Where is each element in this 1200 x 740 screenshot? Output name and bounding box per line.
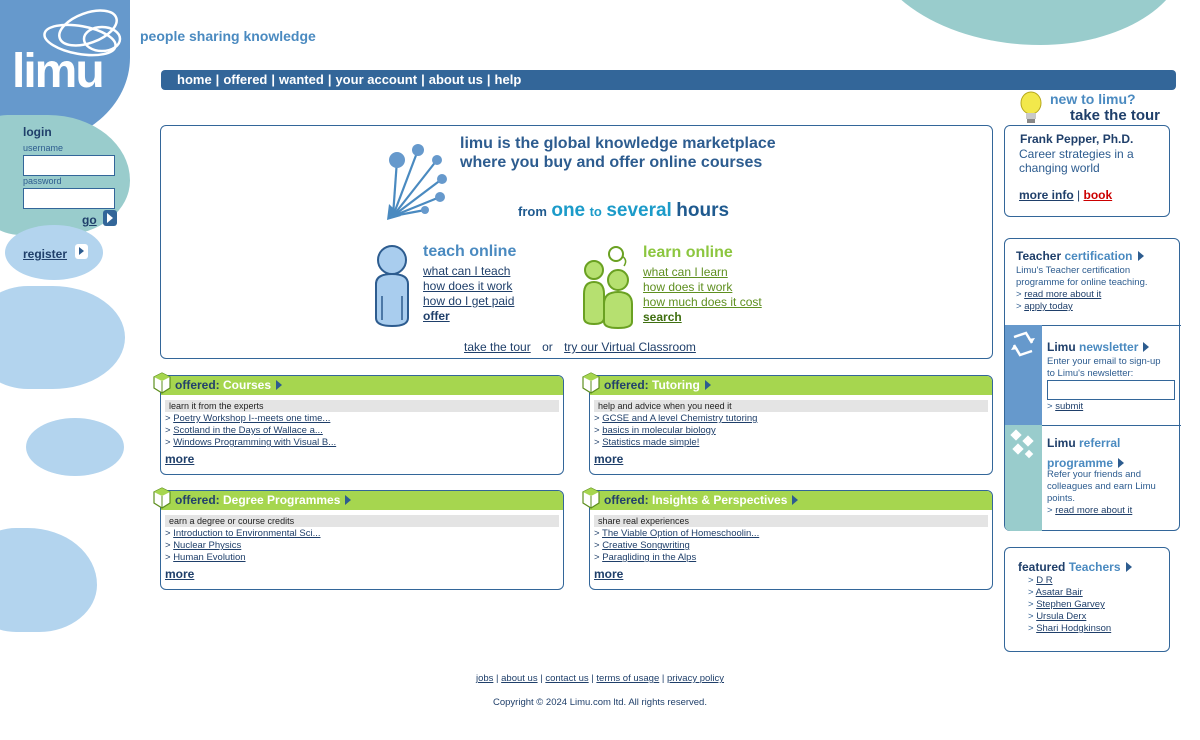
tagline: people sharing knowledge xyxy=(140,28,316,44)
certification-text-line2: programme for online teaching. xyxy=(1016,277,1148,288)
list-item: > basics in molecular biology xyxy=(594,425,716,436)
learn-title: learn online xyxy=(643,244,733,261)
list-item: > read more about it xyxy=(1047,505,1133,516)
duration-one: one xyxy=(551,200,586,221)
featured-person-desc-line2: changing world xyxy=(1019,161,1100,175)
learn-link-what[interactable]: what can I learn xyxy=(643,265,728,279)
learn-section xyxy=(643,244,762,325)
nav-home[interactable]: home xyxy=(177,72,212,87)
insights-list xyxy=(594,528,759,564)
nav-offered[interactable]: offered xyxy=(223,72,268,87)
footer-terms-link[interactable]: terms of usage xyxy=(596,673,660,684)
newsletter-title[interactable] xyxy=(1047,340,1149,354)
duration-hours: hours xyxy=(676,200,730,221)
newsletter-text-line2: to Limu's newsletter: xyxy=(1047,368,1134,379)
offer-link[interactable]: offer xyxy=(423,309,450,323)
duration-several: several xyxy=(606,200,672,221)
insights-subtitle: share real experiences xyxy=(594,515,988,527)
featured-teachers-card xyxy=(1004,547,1170,652)
register-link[interactable] xyxy=(23,244,88,263)
list-item: > read more about it xyxy=(1016,289,1102,300)
chevron-right-icon xyxy=(705,380,711,390)
referral-title-k: Limu xyxy=(1047,436,1076,450)
teach-title: teach online xyxy=(423,243,517,260)
chevron-right-icon xyxy=(1118,458,1124,468)
chevron-right-icon xyxy=(276,380,282,390)
password-input[interactable] xyxy=(23,188,115,209)
take-tour-link[interactable]: take the tour xyxy=(464,340,531,354)
insights-box xyxy=(589,490,993,590)
footer-privacy-link[interactable]: privacy policy xyxy=(667,673,725,684)
certification-text xyxy=(1016,265,1176,313)
featured-person-desc-line1: Career strategies in a xyxy=(1019,147,1134,161)
submit-link[interactable]: submit xyxy=(1055,401,1084,412)
featured-person-card xyxy=(1004,125,1170,217)
degree-header[interactable] xyxy=(161,491,563,510)
newsletter-submit: > submit xyxy=(1047,401,1084,412)
featured-person-actions xyxy=(1019,188,1112,202)
newsletter-text xyxy=(1047,356,1177,380)
chevron-right-icon xyxy=(792,495,798,505)
list-item: > Ursula Derx xyxy=(1028,611,1087,622)
courses-prefix: offered: xyxy=(175,378,220,392)
or-text: or xyxy=(542,340,553,354)
degree-list xyxy=(165,528,321,564)
featured-teachers-title-k: featured xyxy=(1018,560,1066,574)
teach-link-how[interactable]: how does it work xyxy=(423,279,513,293)
footer-about-link[interactable]: about us xyxy=(501,673,538,684)
learn-link-how[interactable]: how does it work xyxy=(643,280,733,294)
newsletter-divider xyxy=(1042,325,1181,326)
tour-promo[interactable] xyxy=(1018,91,1168,125)
nav-your-account[interactable]: your account xyxy=(335,72,418,87)
insights-header[interactable] xyxy=(590,491,992,510)
list-item: > Introduction to Environmental Sci... xyxy=(165,528,321,539)
courses-box xyxy=(160,375,564,475)
register-label: register xyxy=(23,247,68,261)
register-arrow-icon xyxy=(75,244,88,259)
go-label: go xyxy=(82,213,97,227)
featured-teachers-title[interactable] xyxy=(1018,560,1132,574)
footer-links: jobs | about us | contact us | terms of usage | privacy policy xyxy=(475,673,725,684)
referral-title[interactable] xyxy=(1047,433,1124,473)
list-item: > GCSE and A level Chemistry tutoring xyxy=(594,413,758,424)
virtual-classroom-link[interactable]: try our Virtual Classroom xyxy=(564,340,696,354)
chevron-right-icon xyxy=(345,495,351,505)
tutoring-name: Tutoring xyxy=(652,378,700,392)
teacher-link[interactable]: Ursula Derx xyxy=(1036,611,1087,622)
referral-read-more-link[interactable]: read more about it xyxy=(1055,505,1133,516)
cube-icon xyxy=(153,487,171,509)
list-item: > Windows Programming with Visual B... xyxy=(165,437,337,448)
logo[interactable] xyxy=(10,6,125,101)
teacher-figure-icon xyxy=(370,244,414,330)
duration-to: to xyxy=(589,204,602,219)
duration-text xyxy=(518,200,729,222)
copyright: Copyright © 2024 Limu.com ltd. All rights reserved. xyxy=(493,697,707,708)
teacher-link[interactable]: D R xyxy=(1036,575,1053,586)
insights-prefix: offered: xyxy=(604,493,649,507)
tutoring-prefix: offered: xyxy=(604,378,649,392)
referral-title-v: referral xyxy=(1079,436,1121,450)
referral-divider xyxy=(1042,425,1181,426)
list-item: > D R xyxy=(1028,575,1053,586)
insight-link[interactable]: Paragliding in the Alps xyxy=(602,552,697,563)
list-item: > The Viable Option of Homeschoolin... xyxy=(594,528,760,539)
referral-text-line2: colleagues and earn Limu xyxy=(1047,481,1156,492)
promo-stack xyxy=(1004,238,1180,531)
degree-prefix: offered: xyxy=(175,493,220,507)
teach-section xyxy=(423,243,516,324)
chevron-right-icon xyxy=(1126,562,1132,572)
newsletter-title-k: Limu xyxy=(1047,340,1076,354)
referral-text xyxy=(1047,469,1177,517)
insights-more-link[interactable]: more xyxy=(594,567,624,581)
referral-icon-strip xyxy=(1005,425,1042,531)
password-label: password xyxy=(23,176,62,186)
courses-header[interactable] xyxy=(161,376,563,395)
newsletter-text-line1: Enter your email to sign-up xyxy=(1047,356,1161,367)
certification-title[interactable] xyxy=(1016,249,1144,263)
footer-contact-link[interactable]: contact us xyxy=(545,673,589,684)
course-link[interactable]: Windows Programming with Visual B... xyxy=(173,437,337,448)
certification-text-line1: Limu's Teacher certification xyxy=(1016,265,1131,276)
featured-person-desc xyxy=(1019,147,1134,175)
degree-link[interactable]: Human Evolution xyxy=(173,552,246,563)
network-icon xyxy=(385,142,455,222)
insights-name: Insights & Perspectives xyxy=(652,493,788,507)
insight-link[interactable]: Creative Songwriting xyxy=(602,540,690,551)
decor-blob-lower xyxy=(26,418,124,476)
main-nav: home | offered | wanted | your account | about us | help xyxy=(161,70,1176,90)
featured-person-separator: | xyxy=(1077,188,1081,202)
degree-box xyxy=(160,490,564,590)
chevron-right-icon xyxy=(1138,251,1144,261)
go-button[interactable] xyxy=(82,210,117,229)
decor-blob-top-right xyxy=(866,0,1186,45)
username-label: username xyxy=(23,143,64,153)
featured-person-name: Frank Pepper, Ph.D. xyxy=(1020,132,1134,146)
referral-title-v2: programme xyxy=(1047,456,1114,470)
hero-title-line2: where you buy and offer online courses xyxy=(460,154,763,171)
list-item: > Paragliding in the Alps xyxy=(594,552,697,563)
teach-link-what[interactable]: what can I teach xyxy=(423,264,511,278)
referral-text-line1: Refer your friends and xyxy=(1047,469,1141,480)
list-item: > apply today xyxy=(1016,301,1073,312)
cube-icon xyxy=(153,372,171,394)
course-link[interactable]: Scotland in the Days of Wallace a... xyxy=(173,425,323,436)
degree-link[interactable]: Nuclear Physics xyxy=(173,540,242,551)
tutoring-box xyxy=(589,375,993,475)
degree-more-link[interactable]: more xyxy=(165,567,195,581)
nav-wanted[interactable]: wanted xyxy=(279,72,324,87)
referral-text-line3: points. xyxy=(1047,493,1075,504)
book-link[interactable]: book xyxy=(1083,188,1113,202)
search-link[interactable]: search xyxy=(643,310,682,324)
tutoring-link[interactable]: basics in molecular biology xyxy=(602,425,716,436)
list-item: > Asatar Bair xyxy=(1028,587,1083,598)
nav-about-us[interactable]: about us xyxy=(428,72,483,87)
decor-blob-bottom xyxy=(0,528,97,632)
footer-jobs-link[interactable]: jobs xyxy=(475,673,494,684)
course-link[interactable]: Poetry Workshop I--meets one time... xyxy=(173,413,331,424)
cube-icon xyxy=(582,487,600,509)
puzzle-icon xyxy=(1006,427,1040,461)
insight-link[interactable]: The Viable Option of Homeschoolin... xyxy=(602,528,760,539)
nav-help[interactable]: help xyxy=(494,72,522,87)
featured-teachers-list xyxy=(1028,575,1111,635)
certification-title-v: certification xyxy=(1064,249,1133,263)
list-item: > Stephen Garvey xyxy=(1028,599,1105,610)
list-item: > Human Evolution xyxy=(165,552,246,563)
list-item: > Shari Hodgkinson xyxy=(1028,623,1112,634)
logo-text: limu xyxy=(12,45,103,98)
courses-list xyxy=(165,413,336,449)
teacher-link[interactable]: Asatar Bair xyxy=(1035,587,1083,598)
tutoring-link[interactable]: GCSE and A level Chemistry tutoring xyxy=(602,413,758,424)
tutoring-subtitle: help and advice when you need it xyxy=(594,400,988,412)
learn-link-cost[interactable]: how much does it cost xyxy=(643,295,762,309)
lightbulb-icon xyxy=(1018,91,1044,125)
list-item: > Statistics made simple! xyxy=(594,437,700,448)
learners-figure-icon xyxy=(582,244,634,330)
degree-name: Degree Programmes xyxy=(223,493,341,507)
teacher-link[interactable]: Stephen Garvey xyxy=(1036,599,1105,610)
teach-link-paid[interactable]: how do I get paid xyxy=(423,294,515,308)
list-item: > Poetry Workshop I--meets one time... xyxy=(165,413,331,424)
hero-title xyxy=(460,134,776,172)
tour-promo-line2: take the tour xyxy=(1070,107,1161,124)
tour-line xyxy=(464,340,696,354)
featured-teachers-title-v: Teachers xyxy=(1068,560,1121,574)
tour-promo-line1: new to limu? xyxy=(1050,91,1136,107)
username-input[interactable] xyxy=(23,155,115,176)
cube-icon xyxy=(582,372,600,394)
certification-read-more-link[interactable]: read more about it xyxy=(1024,289,1102,300)
degree-subtitle: earn a degree or course credits xyxy=(165,515,559,527)
chevron-right-icon xyxy=(1143,342,1149,352)
recycle-icon xyxy=(1008,329,1038,359)
decor-blob-mid xyxy=(0,286,125,389)
hero-title-line1: limu is the global knowledge marketplace xyxy=(460,135,776,152)
newsletter-icon-strip xyxy=(1005,325,1042,425)
list-item: > Scotland in the Days of Wallace a... xyxy=(165,425,323,436)
duration-from: from xyxy=(518,204,547,219)
tutoring-link[interactable]: Statistics made simple! xyxy=(602,437,700,448)
go-arrow-icon xyxy=(103,210,117,226)
degree-link[interactable]: Introduction to Environmental Sci... xyxy=(173,528,321,539)
login-title: login xyxy=(23,125,52,139)
teacher-link[interactable]: Shari Hodgkinson xyxy=(1036,623,1112,634)
courses-more-link[interactable]: more xyxy=(165,452,195,466)
apply-today-link[interactable]: apply today xyxy=(1024,301,1073,312)
certification-title-k: Teacher xyxy=(1016,249,1062,263)
tutoring-list xyxy=(594,413,757,449)
newsletter-title-v: newsletter xyxy=(1079,340,1139,354)
hero-panel xyxy=(160,125,993,359)
courses-subtitle: learn it from the experts xyxy=(165,400,559,412)
list-item: > Nuclear Physics xyxy=(165,540,242,551)
tutoring-header[interactable] xyxy=(590,376,992,395)
courses-name: Courses xyxy=(223,378,272,392)
newsletter-email-input[interactable] xyxy=(1047,380,1175,400)
list-item: > Creative Songwriting xyxy=(594,540,690,551)
tutoring-more-link[interactable]: more xyxy=(594,452,624,466)
more-info-link[interactable]: more info xyxy=(1019,188,1074,202)
